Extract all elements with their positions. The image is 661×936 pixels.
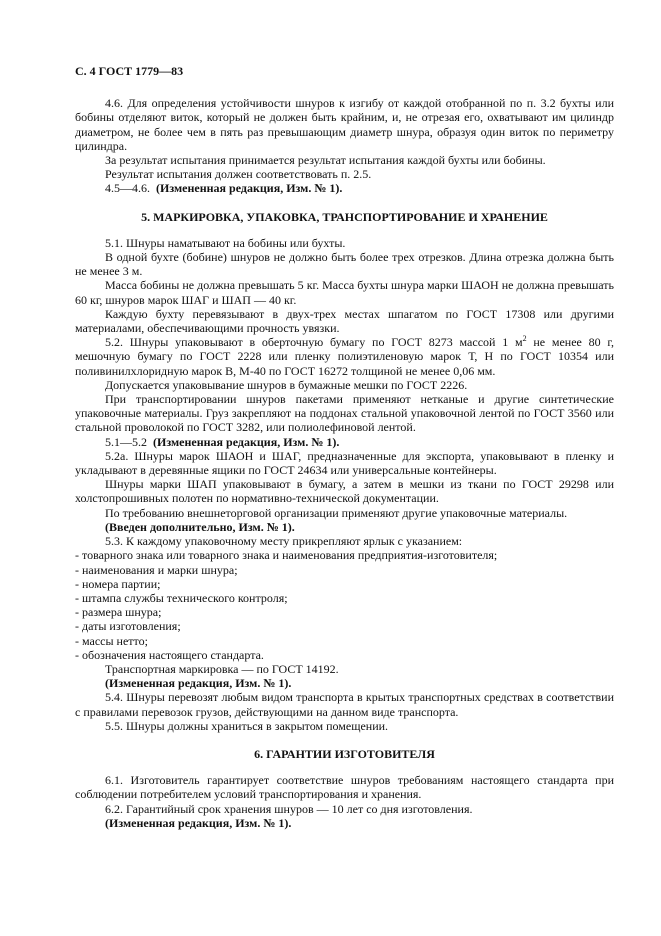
list-item: - товарного знака или товарного знака и наименования предприятия-изготовителя; [75,548,498,563]
section-5-title: 5. МАРКИРОВКА, УПАКОВКА, ТРАНСПОРТИРОВАНИЕ И ХРАНЕНИЕ [141,209,548,224]
paragraph-4-6-conform: Результат испытания должен соответствовать п. 2.5. [105,167,372,182]
paragraph-5-2a: 5.2а. Шнуры марок ШАОН и ШАГ, предназначенные для экспорта, упаковывают в пленку и укладывают в деревянные ящики по ГОСТ 24634 или универсальные контейнеры. [75,448,614,478]
superscript: 2 [522,334,527,344]
paragraph-5-5: 5.5. Шнуры должны храниться в закрытом помещении. [105,718,389,733]
amendment-note: (Измененная редакция, Изм. № 1). [156,181,343,196]
paragraph-5-2-end: не менее 80 г, мешочную бумагу по ГОСТ 2228 или пленку полиэтиленовую марок Т, Н по ГОСТ 10354 или поливинилхлоридную марок В, М-40 по ГОСТ 16272 толщиной не менее 0,06 мм. [75,335,614,378]
list-item: - массы нетто; [75,633,148,648]
amendment-note: (Измененная редакция, Изм. № 1). [105,815,292,830]
ref-5-1-5-2: 5.1—5.2 [105,434,147,449]
paragraph-4-6-result: За результат испытания принимается результат испытания каждой бухты или бобины. [105,153,546,168]
list-item: - наименования и марки шнура; [75,562,238,577]
paragraph-5-3-transport-marking: Транспортная маркировка — по ГОСТ 14192. [105,661,339,676]
paragraph-5-3: 5.3. К каждому упаковочному месту прикрепляют ярлык с указанием: [105,534,463,549]
paragraph-5-1-segments: В одной бухте (бобине) шнуров не должно быть более трех отрезков. Длина отрезка должна быть не менее 3 м. [75,250,614,279]
paragraph-5-1: 5.1. Шнуры наматывают на бобины или бухты. [105,235,346,250]
section-6-title: 6. ГАРАНТИИ ИЗГОТОВИТЕЛЯ [254,746,435,761]
paragraph-5-4: 5.4. Шнуры перевозят любым видом транспорта в крытых транспортных средствах в соответствии с правилами перевозок грузов, действующими на данном виде транспорта. [75,690,614,719]
amendment-note: (Измененная редакция, Изм. № 1). [105,676,292,691]
ref-4-5-4-6: 4.5—4.6. [105,181,150,196]
added-note: (Введен дополнительно, Изм. № 1). [105,519,295,534]
amendment-note: (Измененная редакция, Изм. № 1). [153,434,340,449]
paragraph-5-2a-shap: Шнуры марки ШАП упаковывают в бумагу, а затем в мешки из ткани по ГОСТ 29298 или холстопрошивных полотен по нормативно-технической документации. [75,477,614,506]
list-item: - размера шнура; [75,605,162,620]
paragraph-4-6: 4.6. Для определения устойчивости шнуров к изгибу от каждой отобранной по п. 3.2 бухты или бобины отделяют виток, который не должен быть крайним, и, не отрезая его, охватывают им цилиндр диаметром, не более чем в пять раз превышающим диаметр шнура, образуя один виток по периметру цилиндра. [75,96,614,153]
paragraph-6-2: 6.2. Гарантийный срок хранения шнуров — 10 лет со дня изготовления. [105,801,473,816]
paragraph-5-2-bags: Допускается упаковывание шнуров в бумажные мешки по ГОСТ 2226. [105,377,468,392]
list-item: - штампа службы технического контроля; [75,590,288,605]
paragraph-5-1-5-2-note [75,435,614,449]
paragraph-5-1-tie: Каждую бухту перевязывают в двух-трех местах шпагатом по ГОСТ 17308 или другими материалами, обеспечивающими прочность увязки. [75,306,614,336]
paragraph-5-2-start: 5.2. Шнуры упаковывают в оберточную бумагу по ГОСТ 8273 массой 1 м [105,335,523,350]
page-header: С. 4 ГОСТ 1779—83 [75,64,184,78]
paragraph-5-2-transport: При транспортировании шнуров пакетами применяют нетканые и другие синтетические упаковочные материалы. Груз закрепляют на поддонах стальной упаковочной лентой по ГОСТ 3560 или стальной проволокой по ГОСТ 3282, или полиолефиновой лентой. [75,392,614,435]
paragraph-5-2a-other: По требованию внешнеторговой организации применяют другие упаковочные материалы. [105,505,568,520]
paragraph-6-1: 6.1. Изготовитель гарантирует соответствие шнуров требованиям настоящего стандарта при соблюдении потребителем условий транспортирования и хранения. [75,773,614,802]
list-item: - обозначения настоящего стандарта. [75,647,264,662]
label-list [75,548,614,662]
list-item: - даты изготовления; [75,619,181,634]
paragraph-5-1-mass: Масса бобины не должна превышать 5 кг. Масса бухты шнура марки ШАОН не должна превышать 60 кг, шнуров марок ШАГ и ШАП — 40 кг. [75,278,614,307]
paragraph-4-5-note [75,181,614,195]
paragraph-5-2 [75,335,614,378]
list-item: - номера партии; [75,576,161,591]
document-page [75,64,614,830]
